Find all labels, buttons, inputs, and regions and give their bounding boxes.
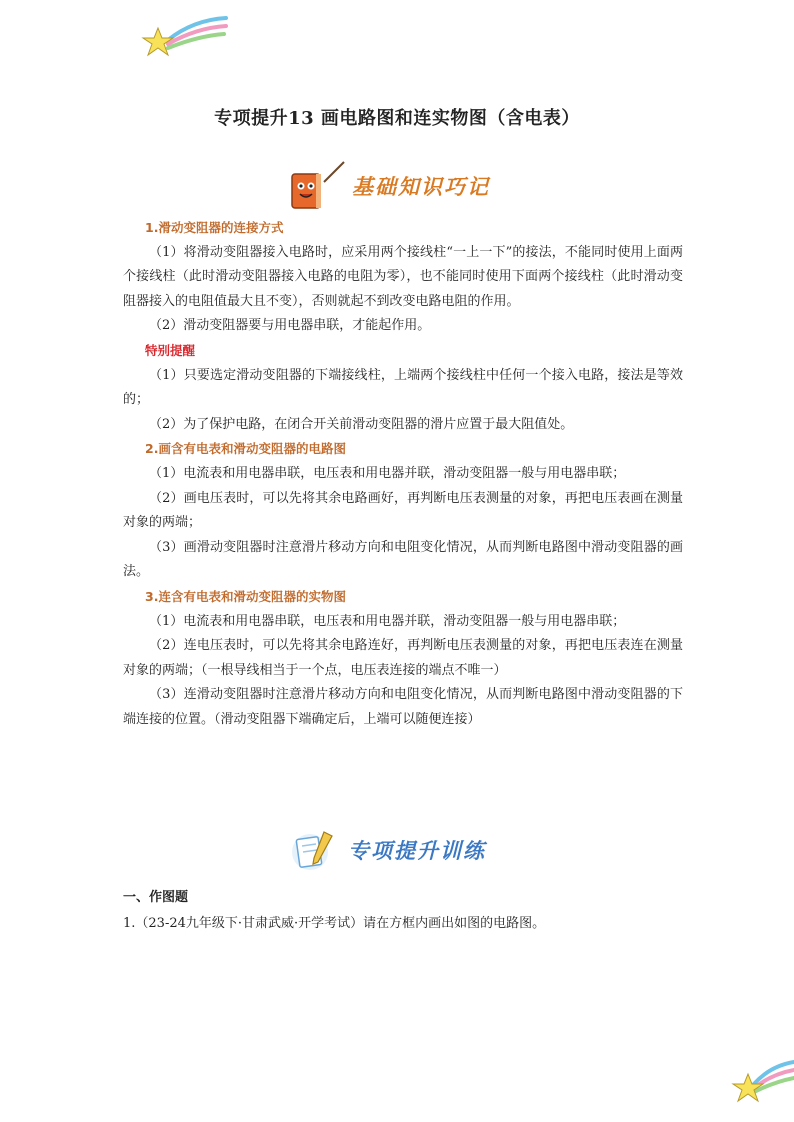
knowledge-content: [123, 216, 683, 732]
paragraph: （2）连电压表时，可以先将其余电路连好，再判断电压表测量的对象，再把电压表连在测量对象的两端；（一根导线相当于一个点，电压表连接的端点不唯一）: [123, 638, 683, 678]
section-heading-3: 3.连含有电表和滑动变阻器的实物图: [145, 588, 346, 604]
paragraph: （2）画电压表时，可以先将其余电路画好，再判断电压表测量的对象，再把电压表画在测量对象的两端；: [123, 490, 683, 531]
page-title: 专项提升13 画电路图和连实物图（含电表）: [214, 108, 580, 129]
banner-basic-knowledge: [286, 160, 490, 212]
paragraph: （2）为了保护电路，在闭合开关前滑动变阻器的滑片应置于最大阻值处。: [149, 416, 574, 432]
special-reminder-heading: 特别提醒: [145, 342, 196, 358]
shooting-star-icon: [730, 1056, 794, 1106]
paragraph: （3）画滑动变阻器时注意滑片移动方向和电阻变化情况，从而判断电路图中滑动变阻器的画法。: [123, 539, 683, 580]
banner-training: [288, 826, 486, 874]
question-1: 1.（23-24九年级下·甘肃武威·开学考试）请在方框内画出如图的电路图。: [123, 916, 546, 931]
paragraph: （1）电流表和用电器串联，电压表和用电器并联，滑动变阻器一般与用电器串联；: [149, 465, 626, 481]
paragraph: （2）滑动变阻器要与用电器串联，才能起作用。: [149, 318, 431, 334]
exercise-section-heading: 一、作图题: [123, 890, 189, 905]
section-heading-1: 1.滑动变阻器的连接方式: [145, 220, 284, 235]
pen-paper-icon: [288, 826, 342, 874]
paragraph: （1）电流表和用电器串联，电压表和用电器并联，滑动变阻器一般与用电器串联；: [149, 613, 626, 629]
shooting-star-icon: [138, 14, 228, 60]
section-heading-2: 2.画含有电表和滑动变阻器的电路图: [145, 441, 346, 457]
paragraph: （1）只要选定滑动变阻器的下端接线柱，上端两个接线柱中任何一个接入电路，接法是等效的；: [123, 367, 683, 408]
banner-basic-text: 基础知识巧记: [352, 174, 490, 199]
paragraph: （3）连滑动变阻器时注意滑片移动方向和电阻变化情况，从而判断电路图中滑动变阻器的下端连接的位置。（滑动变阻器下端确定后，上端可以随便连接）: [123, 687, 683, 727]
banner-training-text: 专项提升训练: [348, 838, 486, 863]
book-character-icon: [286, 160, 346, 212]
paragraph: （1）将滑动变阻器接入电路时，应采用两个接线柱“一上一下”的接法，不能同时使用上面两个接线柱（此时滑动变阻器接入电路的电阻为零），也不能同时使用下面两个接线柱（此时滑动变阻器接入的电阻值最大且不变），否则就起不到改变电路电阻的作用。: [123, 244, 683, 309]
